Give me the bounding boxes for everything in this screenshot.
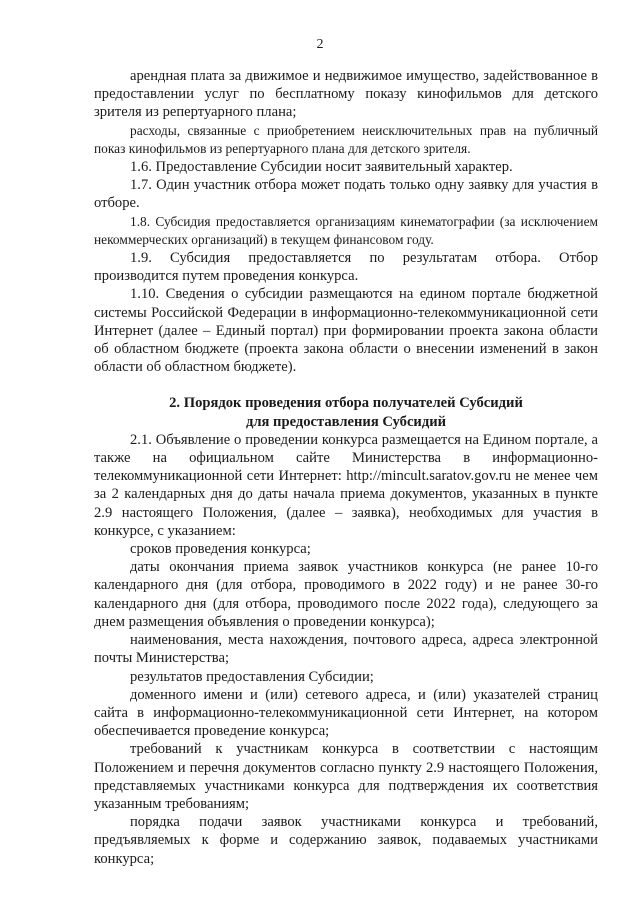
paragraph-1-9: 1.9. Субсидия предоставляется по результатам отбора. Отбор производится путем проведения конкурса. [94, 250, 598, 285]
paragraph-1-6: 1.6. Предоставление Субсидии носит заявительный характер. [130, 159, 513, 176]
document-body [94, 67, 598, 868]
paragraph-rent: арендная плата за движимое и недвижимое имущество, задействованное в предоставлении услуг по бесплатному показу кинофильмов для детского зрителя из репертуарного плана; [94, 68, 598, 121]
list-item-domain: доменного имени и (или) сетевого адреса, и (или) указателей страниц сайта в информационно-телекоммуникационной сети Интернет, на котором обеспечивается проведение конкурса; [94, 686, 598, 740]
section-heading [94, 394, 598, 430]
paragraph-1-10: 1.10. Сведения о субсидии размещаются на едином портале бюджетной системы Российской Федерации в информационно-телекоммуникационной сети Интернет (далее – Единый портал) при формировании проекта закона области об областном бюджете (проекта закона области о внесении изменений в закон области об областном бюджете). [94, 286, 598, 376]
list-item-address: наименования, места нахождения, почтового адреса, адреса электронной почты Министерства; [94, 632, 598, 667]
section-heading-line-1: 2. Порядок проведения отбора получателей Субсидий [169, 395, 523, 412]
list-item-terms: сроков проведения конкурса; [130, 541, 311, 558]
list-item-results: результатов предоставления Субсидии; [130, 668, 374, 685]
list-item-deadline: даты окончания приема заявок участников конкурса (не ранее 10-го календарного дня (для отбора, проводимого в 2022 году) и не ранее 30-го календарного дня (для отбора, проводимого после 2022 года), следующего за днем размещения объявления о проведении конкурса); [94, 559, 598, 630]
page-number: 2 [316, 37, 324, 52]
paragraph-1-7: 1.7. Один участник отбора может подать только одну заявку для участия в отборе. [94, 177, 598, 212]
paragraph-rights-expenses: расходы, связанные с приобретением неисключительных прав на публичный показ кинофильмов из репертуарного плана для детского зрителя. [94, 122, 598, 156]
list-item-submission-order: порядка подачи заявок участниками конкурса и требований, предъявляемых к форме и содержанию заявок, подаваемых участниками конкурса; [94, 814, 598, 867]
section-heading-line-2: для предоставления Субсидий [245, 413, 447, 430]
list-item-requirements: требований к участникам конкурса в соответствии с настоящим Положением и перечня документов согласно пункту 2.9 настоящего Положения, представляемых участниками конкурса для подтверждения их соответствия указанным требованиям; [94, 741, 598, 812]
paragraph-1-8: 1.8. Субсидия предоставляется организациям кинематографии (за исключением некоммерческих организаций) в текущем финансовом году. [94, 213, 598, 247]
paragraph-2-1: 2.1. Объявление о проведении конкурса размещается на Едином портале, а также на официальном сайте Министерства в информационно-телекоммуникационной сети Интернет: http://mincult.saratov.gov.ru не менее чем за 2 календарных дня до даты начала приема документов, указанных в пункте 2.9 настоящего Положения, (далее – заявка), необходимых для участия в конкурсе, с указанием: [94, 431, 598, 539]
